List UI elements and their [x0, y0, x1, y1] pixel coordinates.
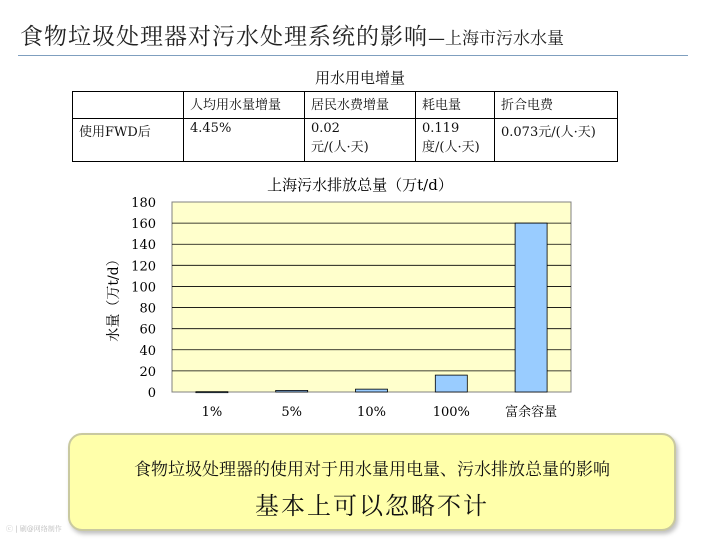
watermark: ⓒ | 刷@网络制作	[6, 525, 62, 533]
cell-fee-value: 0.02	[311, 121, 340, 136]
y-tick-label: 0	[147, 386, 156, 401]
y-tick-label: 60	[139, 322, 156, 338]
plot-area	[172, 202, 571, 392]
table-caption: 用水用电增量	[314, 69, 405, 87]
y-axis-label: 水量（万t/d）	[106, 252, 122, 342]
header-cost: 折合电费	[495, 92, 618, 119]
x-tick-label: 100%	[432, 405, 470, 420]
cell-power-value: 0.119	[422, 121, 460, 136]
x-tick-labels	[202, 404, 558, 420]
y-tick-label: 140	[131, 238, 156, 254]
callout-line2: 基本上可以忽略不计	[255, 492, 489, 520]
header-fee-increase: 居民水费增量	[305, 92, 416, 119]
bar	[515, 223, 547, 392]
callout-line1: 食物垃圾处理器的使用对于用水量用电量、污水排放总量的影响	[134, 460, 610, 480]
y-tick-label: 160	[131, 217, 156, 233]
cell-fee-unit: 元/(人·天)	[311, 140, 369, 155]
y-tick-label: 180	[131, 196, 156, 211]
y-tick-label: 100	[131, 280, 156, 296]
header-power: 耗电量	[416, 92, 495, 119]
cell-water: 4.45%	[184, 119, 305, 162]
y-tick-label: 40	[139, 343, 156, 359]
y-tick-label: 20	[139, 364, 156, 380]
y-tick-label: 80	[139, 301, 156, 317]
bar	[276, 390, 308, 392]
y-tick-labels	[131, 196, 156, 401]
header-water-increase: 人均用水量增量	[184, 92, 305, 119]
y-tick-label: 120	[131, 259, 156, 275]
chart-title: 上海污水排放总量（万t/d）	[267, 176, 453, 194]
conclusion-callout	[68, 433, 676, 531]
x-tick-label: 10%	[357, 405, 386, 420]
x-tick-label: 1%	[201, 405, 223, 420]
cell-cost: 0.073元/(人·天)	[495, 119, 618, 162]
bar	[196, 392, 228, 393]
title-sub: —上海市污水水量	[428, 29, 564, 49]
bar	[435, 375, 467, 392]
cell-power-unit: 度/(人·天)	[422, 140, 480, 155]
title-main: 食物垃圾处理器对污水处理系统的影响	[20, 24, 428, 50]
row-label: 使用FWD后	[73, 119, 184, 162]
x-tick-label: 富余容量	[505, 405, 558, 420]
x-tick-label: 5%	[281, 405, 303, 420]
bar	[356, 389, 388, 392]
